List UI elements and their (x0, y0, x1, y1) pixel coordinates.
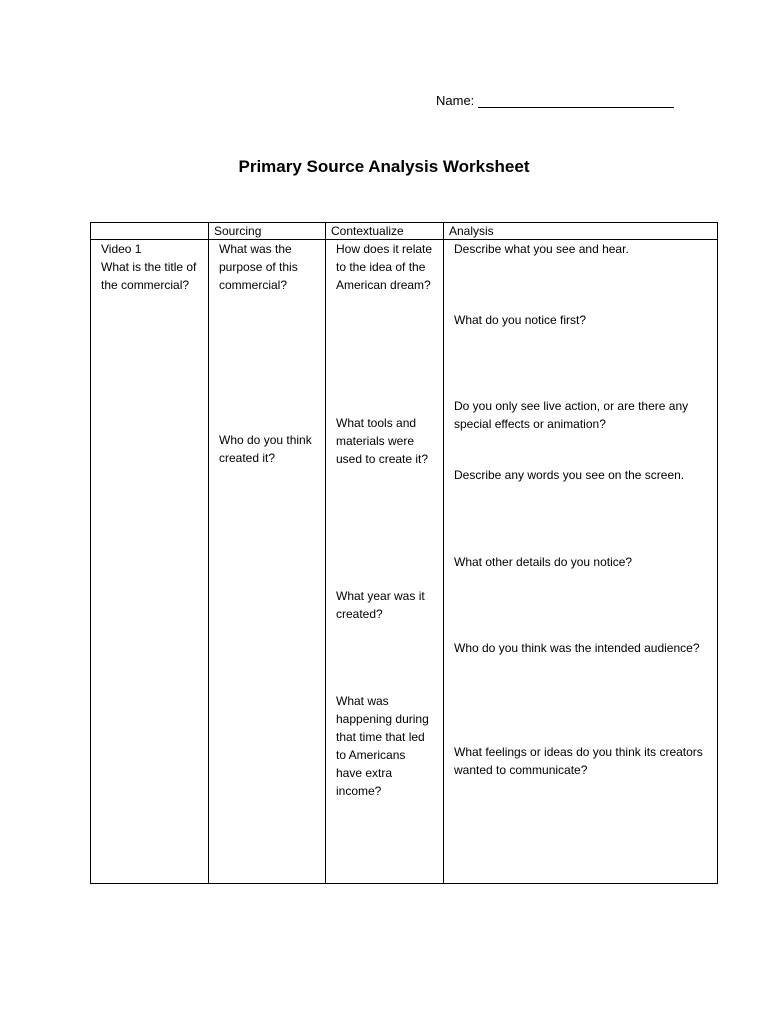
analysis-table (90, 222, 718, 884)
context-question-tools: What tools and materials were used to create it? (336, 416, 429, 466)
header-cell-contextualize: Contextualize (326, 223, 444, 240)
analysis-question-audience: Who do you think was the intended audience? (454, 641, 700, 655)
video-label: Video 1 (101, 242, 142, 256)
header-cell-analysis: Analysis (444, 223, 718, 240)
sourcing-question-purpose: What was the purpose of this commercial? (219, 242, 298, 292)
context-question-year: What year was it created? (336, 589, 425, 621)
header-cell-sourcing: Sourcing (209, 223, 326, 240)
table-row (91, 240, 718, 884)
name-label: Name: (436, 93, 475, 108)
analysis-question-feelings: What feelings or ideas do you think its creators wanted to communicate? (454, 745, 703, 777)
video-title-question: What is the title of the commercial? (101, 260, 197, 292)
sourcing-question-creator: Who do you think created it? (219, 433, 312, 465)
context-question-american-dream: How does it relate to the idea of the American dream? (336, 242, 433, 292)
page-title: Primary Source Analysis Worksheet (238, 157, 530, 176)
analysis-question-words: Describe any words you see on the screen. (454, 468, 685, 482)
analysis-question-effects: Do you only see live action, or are there any special effects or animation? (454, 399, 689, 431)
sourcing-cell[interactable] (209, 240, 326, 884)
video-cell[interactable] (91, 240, 209, 884)
analysis-question-see-hear: Describe what you see and hear. (454, 242, 629, 256)
name-blank-line[interactable] (478, 93, 674, 108)
contextualize-cell[interactable] (326, 240, 444, 884)
analysis-question-details: What other details do you notice? (454, 555, 633, 569)
analysis-question-notice-first: What do you notice first? (454, 313, 587, 327)
name-field (436, 93, 674, 108)
table-header-row (91, 223, 718, 240)
header-cell-blank (91, 223, 209, 240)
context-question-income: What was happening during that time that led to Americans have extra income? (336, 694, 429, 798)
analysis-cell[interactable] (444, 240, 718, 884)
